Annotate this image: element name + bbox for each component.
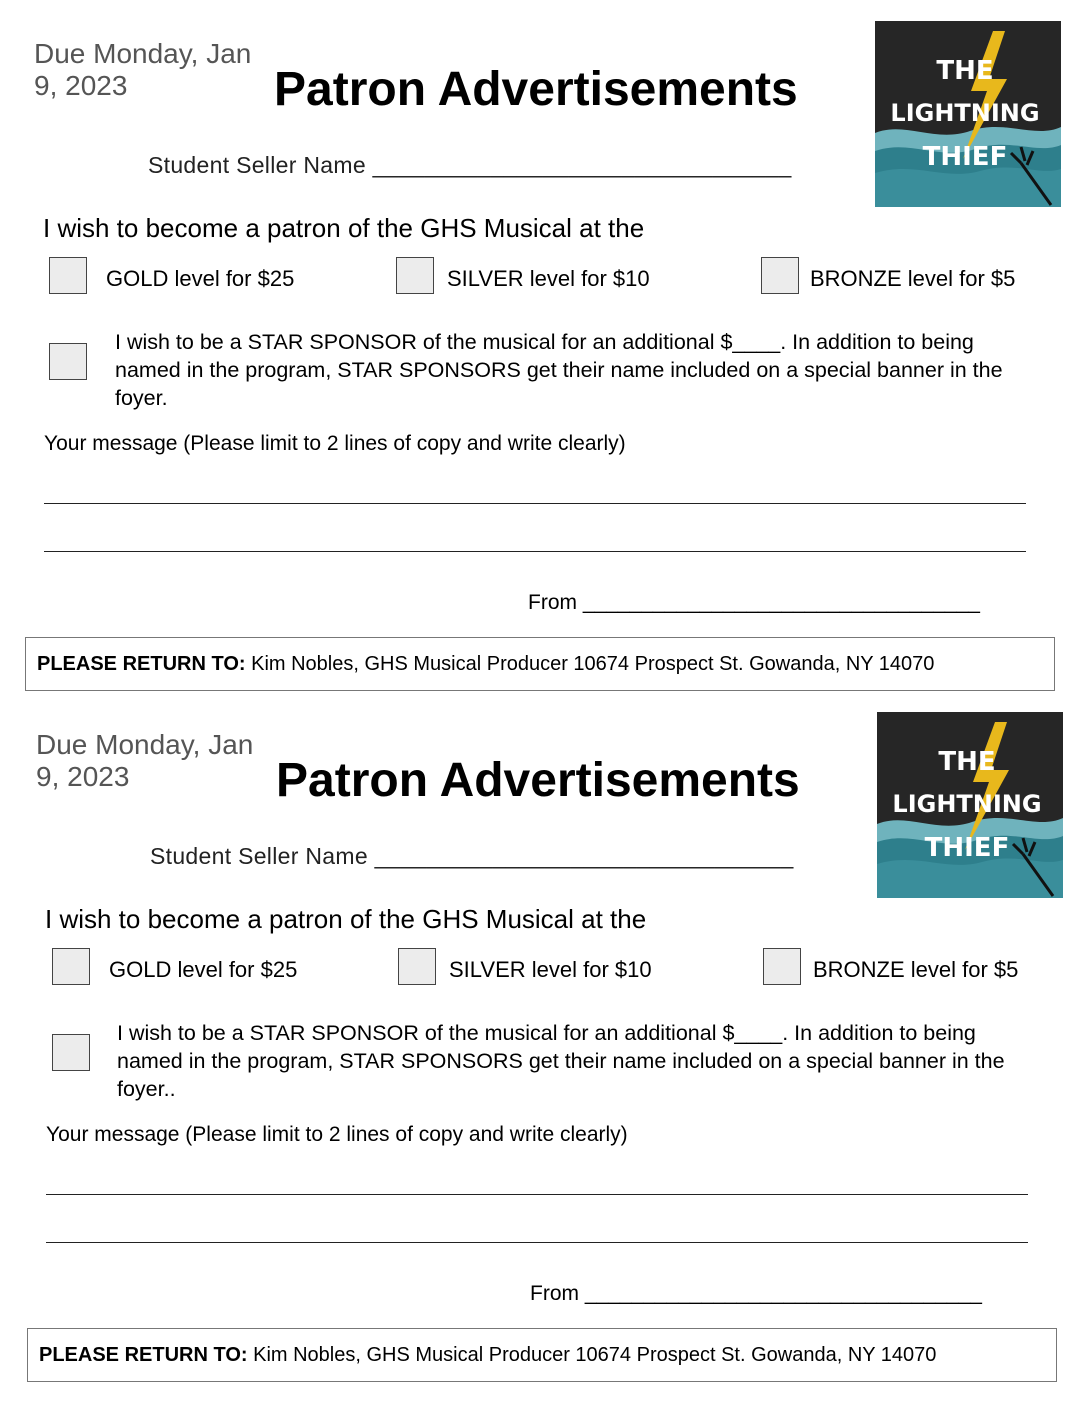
from-line[interactable]: __________________________________ — [584, 1282, 982, 1305]
lightning-bolt-icon — [875, 21, 1061, 207]
silver-level-label: SILVER level for $10 — [447, 266, 650, 291]
from-label: From — [530, 1282, 579, 1305]
logo-text-the: THE — [936, 56, 994, 86]
bronze-level-checkbox[interactable] — [761, 257, 799, 294]
student-seller-field[interactable] — [150, 843, 794, 870]
logo-text-lightning: LIGHTNING — [892, 790, 1042, 818]
message-label: Your message (Please limit to 2 lines of copy and write clearly) — [46, 1123, 628, 1146]
message-line-1[interactable] — [46, 1194, 1028, 1195]
bronze-level-label: BRONZE level for $5 — [813, 957, 1019, 982]
message-line-2[interactable] — [46, 1242, 1028, 1243]
return-details: Kim Nobles, GHS Musical Producer 10674 Prospect St. Gowanda, NY 14070 — [253, 1344, 937, 1366]
star-sponsor-text: I wish to be a STAR SPONSOR of the musical for an additional $____. In addition to being named in the program, STAR SPONSORS get their name included on a special banner in the foyer.. — [117, 1021, 1005, 1101]
logo-text-thief: THIEF — [922, 142, 1008, 172]
gold-level-label: GOLD level for $25 — [109, 957, 298, 982]
silver-level-checkbox[interactable] — [396, 257, 434, 294]
from-field[interactable] — [528, 591, 980, 615]
return-label: PLEASE RETURN TO: — [39, 1344, 248, 1366]
message-label: Your message (Please limit to 2 lines of copy and write clearly) — [44, 432, 626, 455]
silver-level-label: SILVER level for $10 — [449, 957, 652, 982]
return-address — [37, 653, 934, 676]
student-seller-field[interactable] — [148, 152, 792, 179]
lightning-thief-logo — [877, 712, 1063, 898]
bronze-level-checkbox[interactable] — [763, 948, 801, 985]
patron-intro: I wish to become a patron of the GHS Musical at the — [43, 213, 645, 243]
return-label: PLEASE RETURN TO: — [37, 653, 246, 675]
bronze-level-label: BRONZE level for $5 — [810, 266, 1016, 291]
return-details: Kim Nobles, GHS Musical Producer 10674 Prospect St. Gowanda, NY 14070 — [251, 653, 935, 675]
star-sponsor-checkbox[interactable] — [49, 343, 87, 380]
message-line-2[interactable] — [44, 551, 1026, 552]
form-title: Patron Advertisements — [276, 754, 800, 807]
patron-form-1 — [0, 0, 1088, 700]
star-sponsor-checkbox[interactable] — [52, 1034, 90, 1071]
student-seller-label: Student Seller Name — [148, 152, 366, 178]
gold-level-checkbox[interactable] — [49, 257, 87, 294]
return-address — [39, 1344, 936, 1367]
return-address-box — [27, 1328, 1057, 1382]
patron-intro: I wish to become a patron of the GHS Musical at the — [45, 904, 647, 934]
student-seller-line[interactable]: ________________________________ — [372, 152, 792, 178]
patron-form-2 — [0, 691, 1088, 1391]
silver-level-checkbox[interactable] — [398, 948, 436, 985]
due-date: Due Monday, Jan 9, 2023 — [34, 38, 252, 101]
logo-text-lightning: LIGHTNING — [890, 99, 1040, 127]
from-field[interactable] — [530, 1282, 982, 1306]
logo-text-thief: THIEF — [924, 833, 1010, 863]
logo-text-the: THE — [938, 747, 996, 777]
student-seller-line[interactable]: ________________________________ — [374, 843, 794, 869]
from-line[interactable]: __________________________________ — [582, 591, 980, 614]
star-sponsor-text: I wish to be a STAR SPONSOR of the musical for an additional $____. In addition to being named in the program, STAR SPONSORS get their name included on a special banner in the foyer. — [115, 330, 1003, 410]
gold-level-label: GOLD level for $25 — [106, 266, 295, 291]
lightning-thief-logo — [875, 21, 1061, 207]
student-seller-label: Student Seller Name — [150, 843, 368, 869]
lightning-bolt-icon — [877, 712, 1063, 898]
form-title: Patron Advertisements — [274, 63, 798, 116]
gold-level-checkbox[interactable] — [52, 948, 90, 985]
message-line-1[interactable] — [44, 503, 1026, 504]
return-address-box — [25, 637, 1055, 691]
due-date: Due Monday, Jan 9, 2023 — [36, 729, 254, 792]
from-label: From — [528, 591, 577, 614]
